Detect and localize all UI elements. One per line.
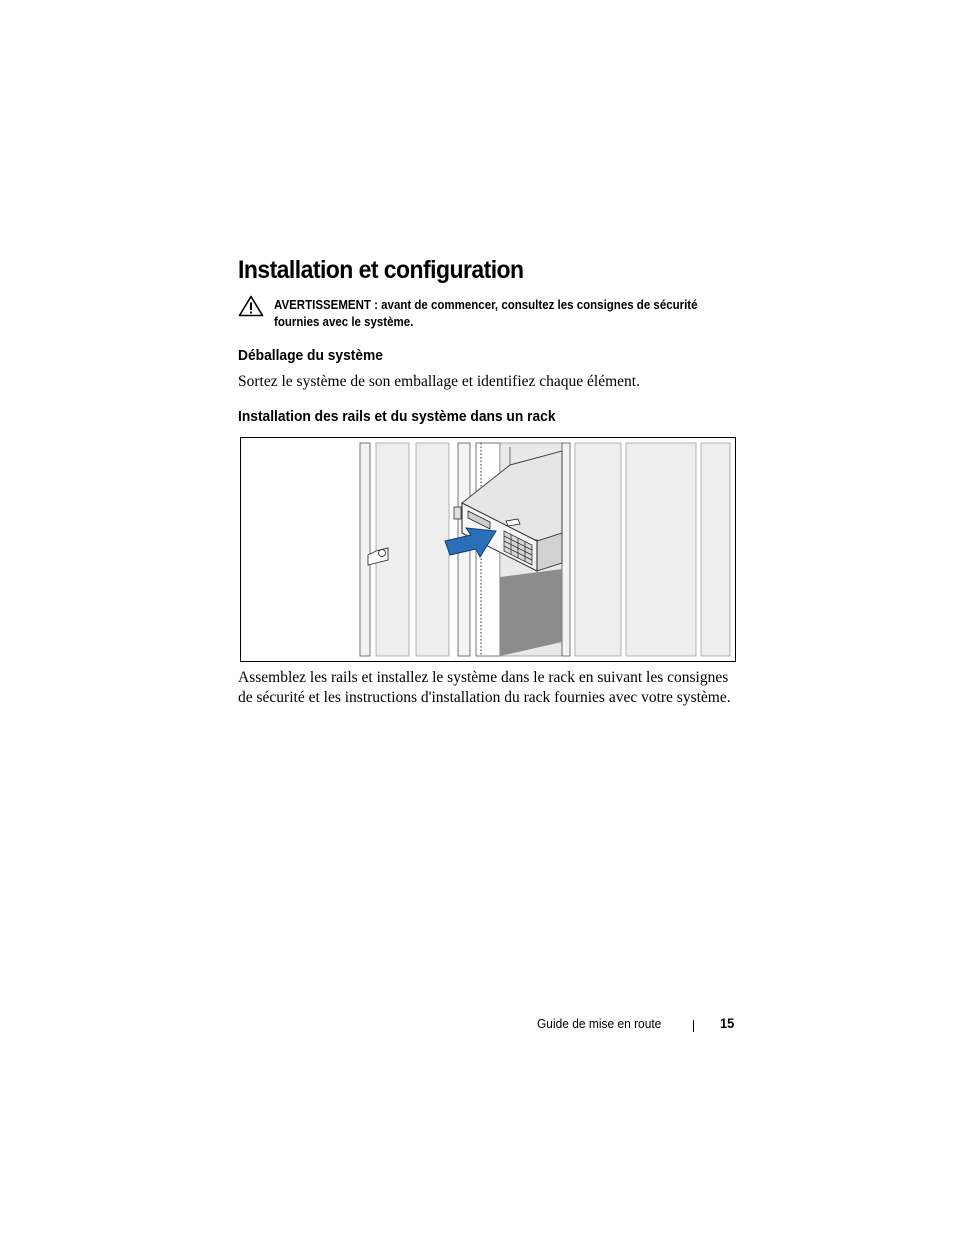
page-title: Installation et configuration	[238, 256, 524, 284]
section-heading-unpacking: Déballage du système	[238, 347, 383, 364]
section-heading-rack-install: Installation des rails et du système dans un rack	[238, 408, 556, 425]
warning-label: AVERTISSEMENT :	[274, 298, 378, 312]
footer-guide-title: Guide de mise en route	[537, 1016, 662, 1031]
page-number: 15	[720, 1015, 735, 1031]
section-body-rack-install: Assemblez les rails et installez le système dans le rack en suivant les consignes de sécurité et les instructions d'installation du rack fournies avec votre système.	[238, 669, 731, 706]
footer-separator	[693, 1020, 694, 1032]
section-body-unpacking: Sortez le système de son emballage et identifiez chaque élément.	[238, 373, 640, 390]
warning-message: avant de commencer, consultez les consignes de sécurité fournies avec le système.	[274, 298, 698, 329]
rack-install-figure	[240, 437, 736, 662]
warning-note	[274, 297, 706, 331]
warning-icon	[238, 295, 264, 317]
